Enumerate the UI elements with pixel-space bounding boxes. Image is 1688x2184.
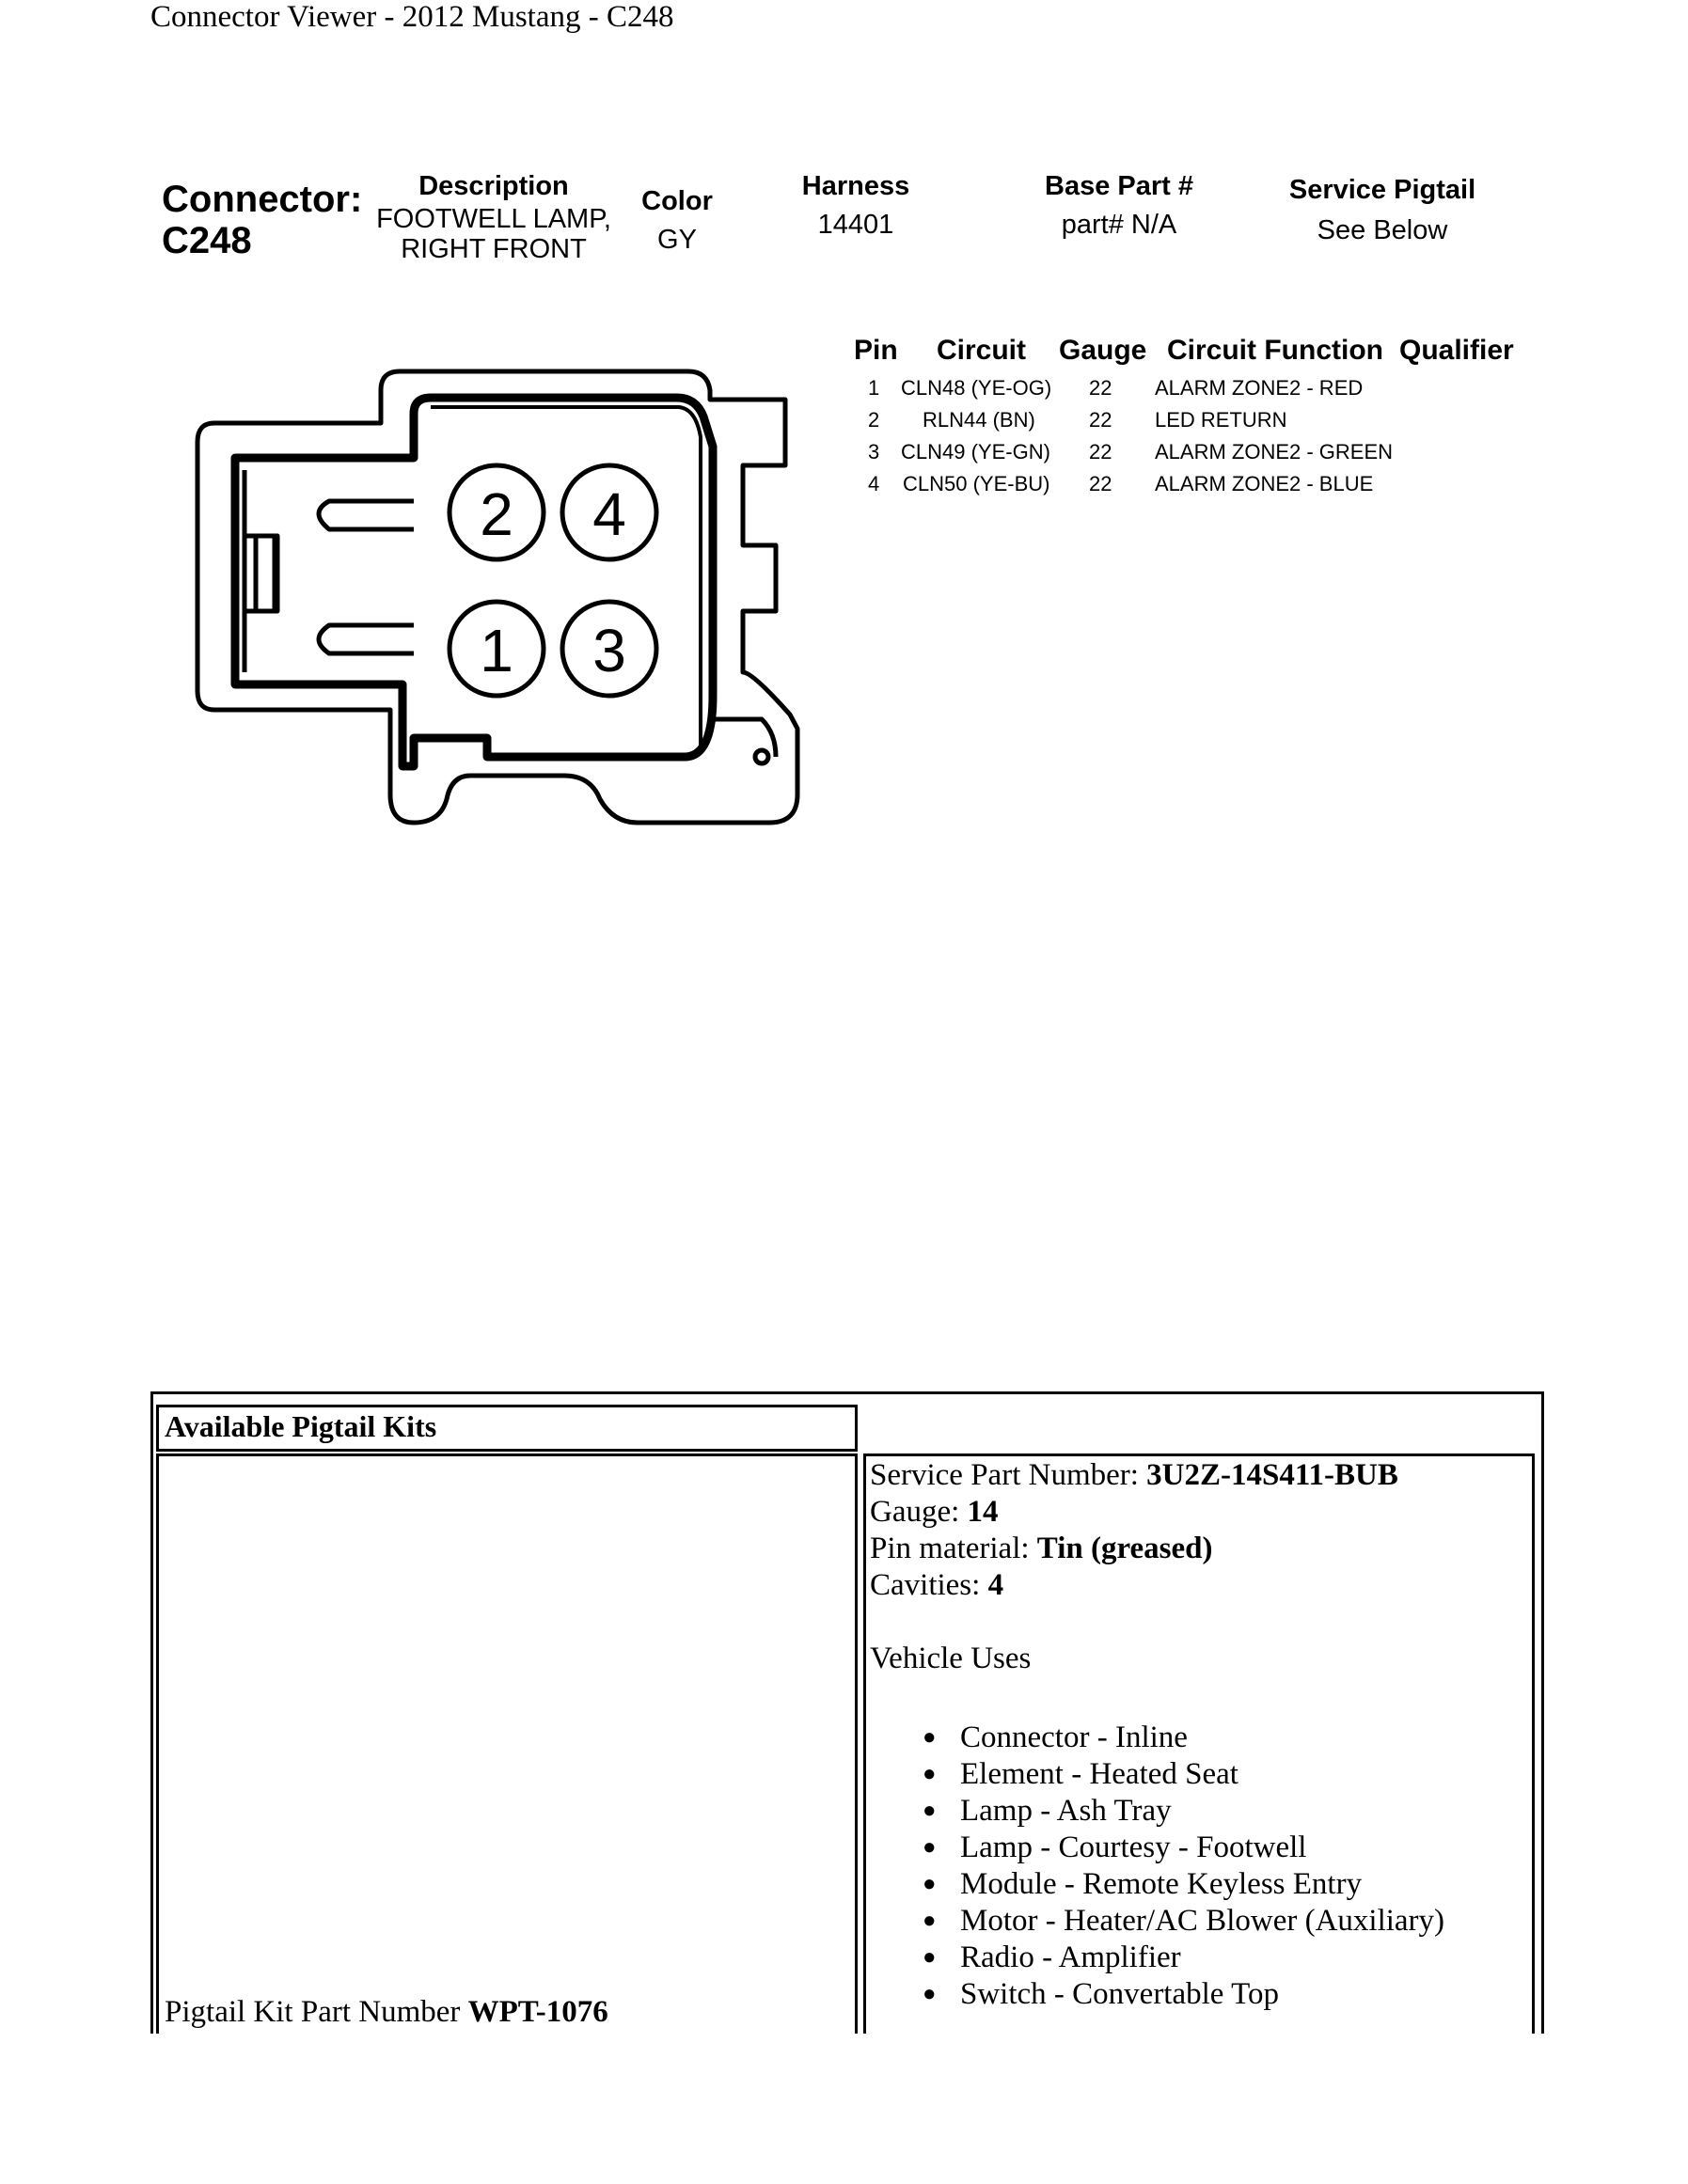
page-title: Connector Viewer - 2012 Mustang - C248 (150, 0, 674, 34)
vehicle-use-text: Connector - Inline (960, 1720, 1188, 1754)
list-item (923, 1793, 1444, 1830)
vehicle-use-text: Lamp - Ash Tray (960, 1794, 1172, 1828)
description-column (371, 171, 616, 264)
bullet-icon: ● (923, 1909, 937, 1933)
base-part-header: Base Part # (1045, 171, 1193, 201)
pin-material-line (870, 1532, 1213, 1566)
vehicle-use-text: Lamp - Courtesy - Footwell (960, 1830, 1307, 1864)
pin-table-header-function: Circuit Function (1167, 335, 1383, 366)
service-pigtail-value: See Below (1317, 215, 1448, 245)
gauge-label: Gauge: (870, 1495, 960, 1529)
pin-number: 2 (868, 408, 880, 432)
pin-circuit: CLN49 (YE-GN) (901, 440, 1050, 464)
connector-face-diagram (188, 362, 818, 832)
vehicle-uses-label: Vehicle Uses (870, 1642, 1032, 1675)
connector-heading (162, 179, 362, 261)
pin-table-header-qualifier: Qualifier (1399, 335, 1514, 366)
cavities-label: Cavities: (870, 1568, 981, 1602)
cavities-line (870, 1568, 1003, 1603)
pin-number: 3 (868, 440, 880, 464)
vehicle-use-text: Module - Remote Keyless Entry (960, 1867, 1363, 1901)
connector-id: C248 (162, 220, 252, 261)
pin-table-header-circuit: Circuit (937, 335, 1027, 366)
color-header: Color (641, 186, 713, 216)
color-column (621, 186, 734, 255)
kit-part-number (165, 1995, 608, 2030)
connector-label: Connector: (162, 179, 363, 220)
vehicle-use-text: Element - Heated Seat (960, 1757, 1238, 1791)
service-pigtail-column (1270, 175, 1495, 245)
pin-function: ALARM ZONE2 - RED (1155, 376, 1364, 400)
vehicle-uses-list (923, 1720, 1444, 2013)
bullet-icon: ● (923, 1982, 937, 2006)
bullet-icon: ● (923, 1945, 937, 1970)
description-line1: FOOTWELL LAMP, (376, 204, 611, 234)
vehicle-use-text: Switch - Convertable Top (960, 1977, 1279, 2011)
list-item (923, 1866, 1444, 1903)
color-value: GY (657, 225, 697, 255)
gauge-value: 14 (967, 1495, 999, 1529)
bullet-icon: ● (923, 1762, 937, 1786)
pin-gauge: 22 (1089, 472, 1112, 495)
keying-dot (755, 750, 768, 763)
cavity-label-2: 2 (480, 480, 513, 548)
pin-circuit: CLN50 (YE-BU) (903, 472, 1050, 495)
list-item (923, 1976, 1444, 2013)
pin-gauge: 22 (1089, 440, 1112, 464)
pin-table-header-pin: Pin (854, 335, 898, 366)
service-part-label: Service Part Number: (870, 1458, 1139, 1492)
bullet-icon: ● (923, 1835, 937, 1860)
pigtail-kit-cell (156, 1453, 858, 2034)
pin-circuit: RLN44 (BN) (923, 408, 1035, 432)
description-line2: RIGHT FRONT (401, 234, 587, 264)
pin-function: ALARM ZONE2 - GREEN (1155, 440, 1394, 464)
pin-material-value: Tin (greased) (1036, 1532, 1213, 1565)
notch-upper (319, 501, 414, 529)
cavities-value: 4 (987, 1568, 1004, 1602)
kit-part-label: Pigtail Kit Part Number (165, 1995, 461, 2029)
description-header: Description (418, 171, 569, 201)
pin-gauge: 22 (1089, 408, 1112, 432)
pin-circuit: CLN48 (YE-OG) (901, 376, 1052, 400)
cavity-label-4: 4 (592, 480, 626, 548)
notch-lower (319, 625, 414, 653)
gauge-line (870, 1495, 999, 1530)
list-item (923, 1940, 1444, 1976)
vehicle-use-text: Radio - Amplifier (960, 1940, 1181, 1974)
pin-table-header-gauge: Gauge (1059, 335, 1147, 366)
service-part-line (870, 1458, 1398, 1493)
base-part-column (1016, 171, 1223, 240)
bullet-icon: ● (923, 1725, 937, 1750)
pin-function: LED RETURN (1155, 408, 1287, 432)
pin-gauge: 22 (1089, 376, 1112, 400)
pigtail-section-header (156, 1405, 858, 1452)
service-part-value: 3U2Z-14S411-BUB (1146, 1458, 1398, 1492)
base-part-value: part# N/A (1061, 210, 1177, 240)
pin-number: 4 (868, 472, 880, 495)
cavity-label-3: 3 (592, 617, 626, 684)
harness-column (771, 171, 940, 240)
list-item (923, 1830, 1444, 1866)
latch-tab (256, 536, 275, 611)
pin-number: 1 (868, 376, 880, 400)
pin-function: ALARM ZONE2 - BLUE (1155, 472, 1374, 495)
pigtail-section-title: Available Pigtail Kits (165, 1409, 437, 1443)
service-pigtail-header: Service Pigtail (1288, 175, 1476, 205)
harness-value: 14401 (817, 210, 894, 240)
pigtail-details-cell (863, 1453, 1535, 2034)
list-item (923, 1720, 1444, 1756)
kit-part-value: WPT-1076 (467, 1995, 608, 2029)
list-item (923, 1756, 1444, 1793)
housing-inner-wall (431, 407, 701, 752)
list-item (923, 1903, 1444, 1940)
pin-material-label: Pin material: (870, 1532, 1030, 1565)
vehicle-use-text: Motor - Heater/AC Blower (Auxiliary) (960, 1904, 1445, 1938)
harness-header: Harness (801, 171, 910, 201)
bullet-icon: ● (923, 1872, 937, 1896)
bullet-icon: ● (923, 1799, 937, 1823)
cavity-label-1: 1 (480, 617, 513, 684)
